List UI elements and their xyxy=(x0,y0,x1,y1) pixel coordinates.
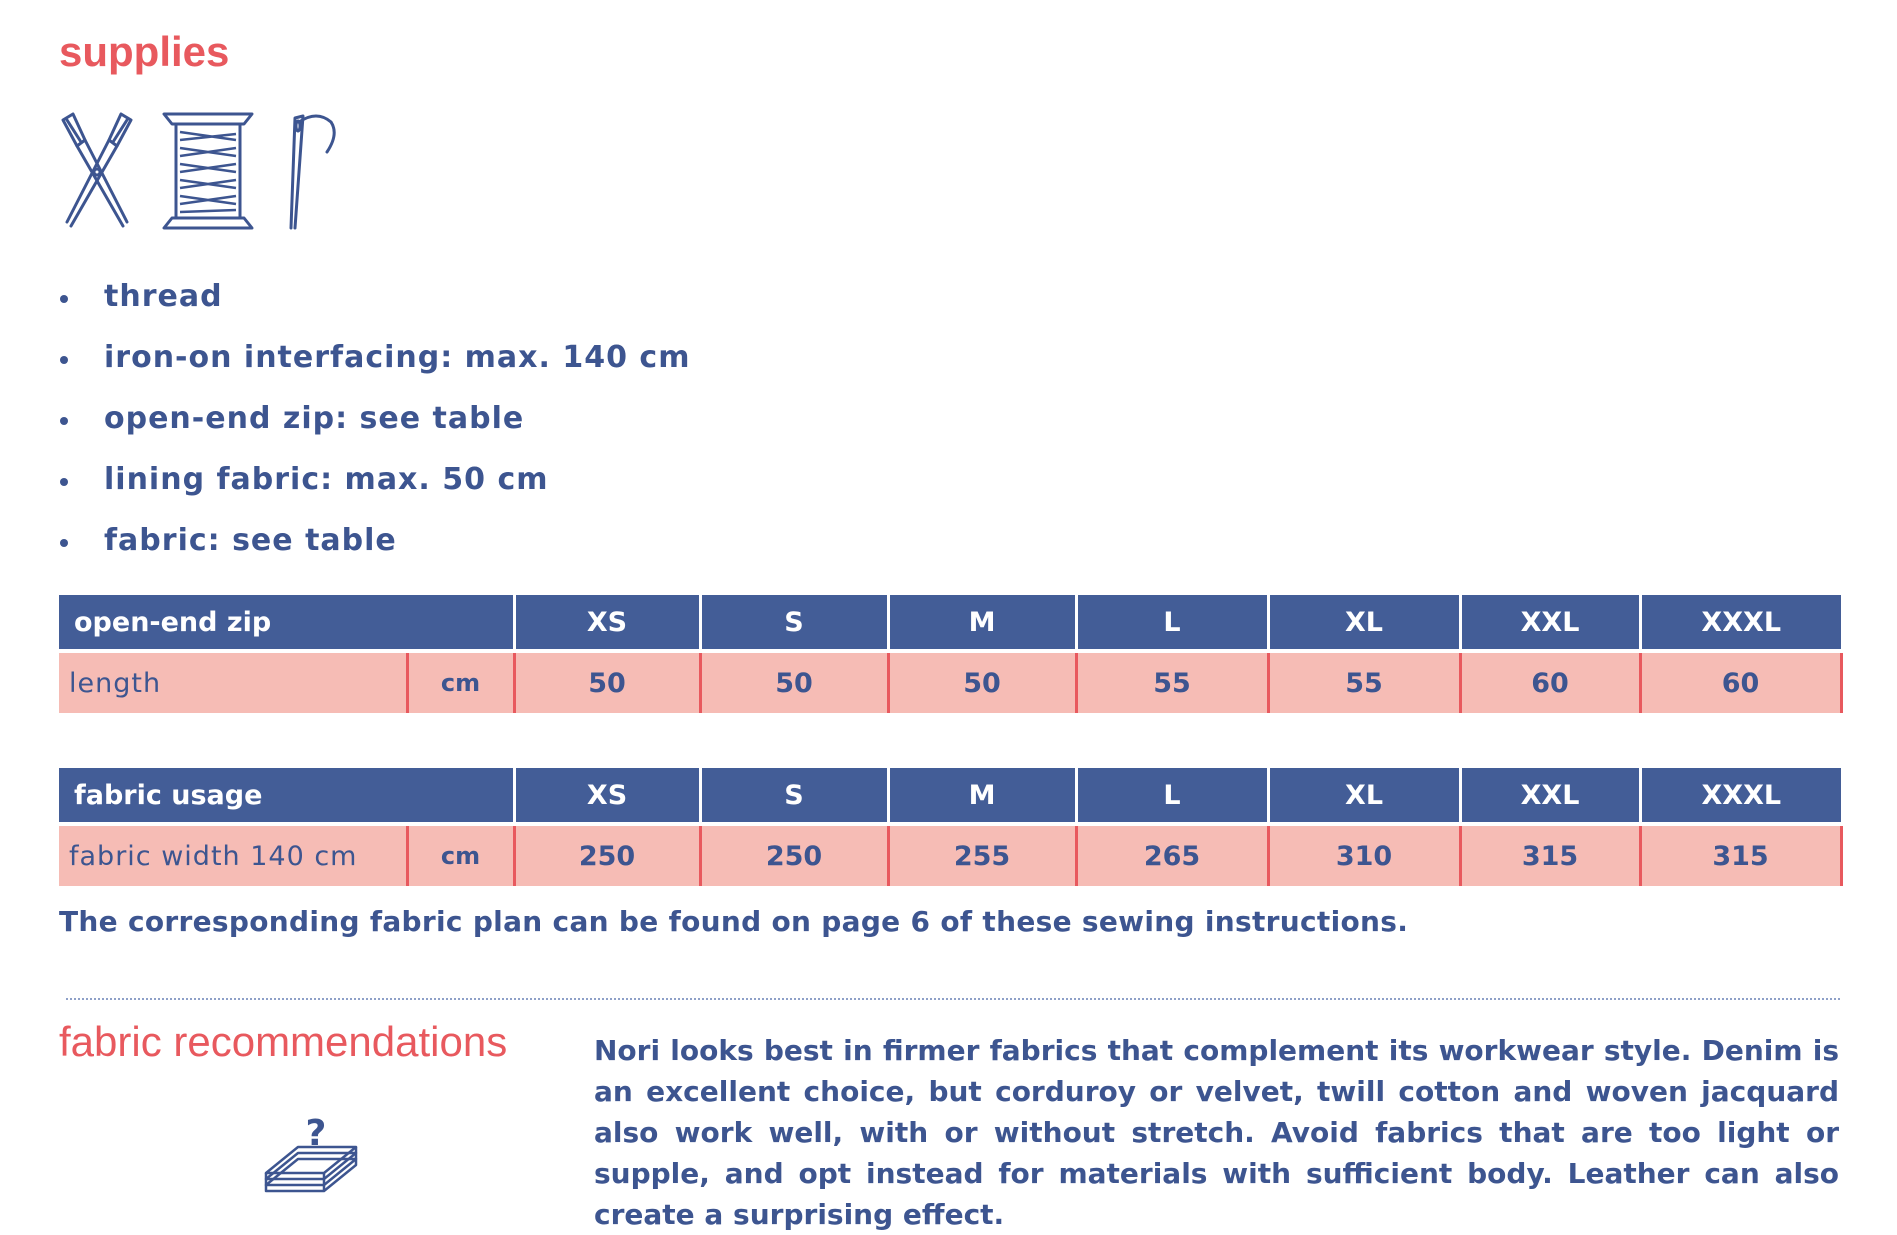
size-header: XXXL xyxy=(1640,595,1841,651)
value-cell: 315 xyxy=(1460,824,1640,886)
size-header: L xyxy=(1076,595,1268,651)
value-cell: 50 xyxy=(514,651,700,713)
value-cell: 265 xyxy=(1076,824,1268,886)
zip-table xyxy=(59,595,1843,713)
value-cell: 50 xyxy=(888,651,1076,713)
row-label: fabric width 140 cm xyxy=(59,824,407,886)
value-cell: 250 xyxy=(700,824,888,886)
needle-icon xyxy=(281,112,341,230)
value-cell: 250 xyxy=(514,824,700,886)
size-header: L xyxy=(1076,768,1268,824)
supplies-list xyxy=(59,270,690,575)
size-header: XS xyxy=(514,768,700,824)
value-cell: 50 xyxy=(700,651,888,713)
fabric-plan-note: The corresponding fabric plan can be found on page 6 of these sewing instructions. xyxy=(59,905,1409,938)
size-header: XS xyxy=(514,595,700,651)
thread-spool-icon xyxy=(162,112,254,230)
fabric-table-title: fabric usage xyxy=(59,768,514,824)
fabric-usage-table xyxy=(59,768,1843,886)
size-header: XL xyxy=(1268,595,1460,651)
table-header-row xyxy=(59,595,1841,651)
zip-table-title: open-end zip xyxy=(59,595,514,651)
list-item: iron-on interfacing: max. 140 cm xyxy=(59,331,690,392)
size-header: S xyxy=(700,595,888,651)
size-header: M xyxy=(888,595,1076,651)
unit-cell: cm xyxy=(407,824,514,886)
table-row xyxy=(59,824,1841,886)
list-item: lining fabric: max. 50 cm xyxy=(59,453,690,514)
fabric-recommendations-text: Nori looks best in firmer fabrics that complement its workwear style. Denim is an excellent choice, but corduroy or velvet, twill cotton and woven jacquard also work well, with or without stretch. Avoid fabrics that are too light or supple, and opt instead for materials with sufficient body. Leather can also create a surprising effect. xyxy=(594,1034,1839,1231)
row-label: length xyxy=(59,651,407,713)
size-header: XXL xyxy=(1460,595,1640,651)
table-row xyxy=(59,651,1841,713)
unit-cell: cm xyxy=(407,651,514,713)
list-item: open-end zip: see table xyxy=(59,392,690,453)
scissors-icon xyxy=(59,112,135,230)
size-header: XXL xyxy=(1460,768,1640,824)
section-divider xyxy=(66,998,1840,1000)
svg-text:?: ? xyxy=(305,1113,327,1154)
size-header: S xyxy=(700,768,888,824)
value-cell: 255 xyxy=(888,824,1076,886)
list-item: thread xyxy=(59,270,690,331)
value-cell: 55 xyxy=(1268,651,1460,713)
fabric-question-icon xyxy=(262,1113,358,1199)
list-item: fabric: see table xyxy=(59,514,690,575)
value-cell: 60 xyxy=(1640,651,1841,713)
value-cell: 60 xyxy=(1460,651,1640,713)
tool-icons xyxy=(59,112,359,230)
size-header: XL xyxy=(1268,768,1460,824)
fabric-recommendations-heading: fabric recommendations xyxy=(59,1018,508,1065)
supplies-heading: supplies xyxy=(59,28,230,75)
table-header-row xyxy=(59,768,1841,824)
size-header: M xyxy=(888,768,1076,824)
size-header: XXXL xyxy=(1640,768,1841,824)
value-cell: 310 xyxy=(1268,824,1460,886)
value-cell: 315 xyxy=(1640,824,1841,886)
value-cell: 55 xyxy=(1076,651,1268,713)
